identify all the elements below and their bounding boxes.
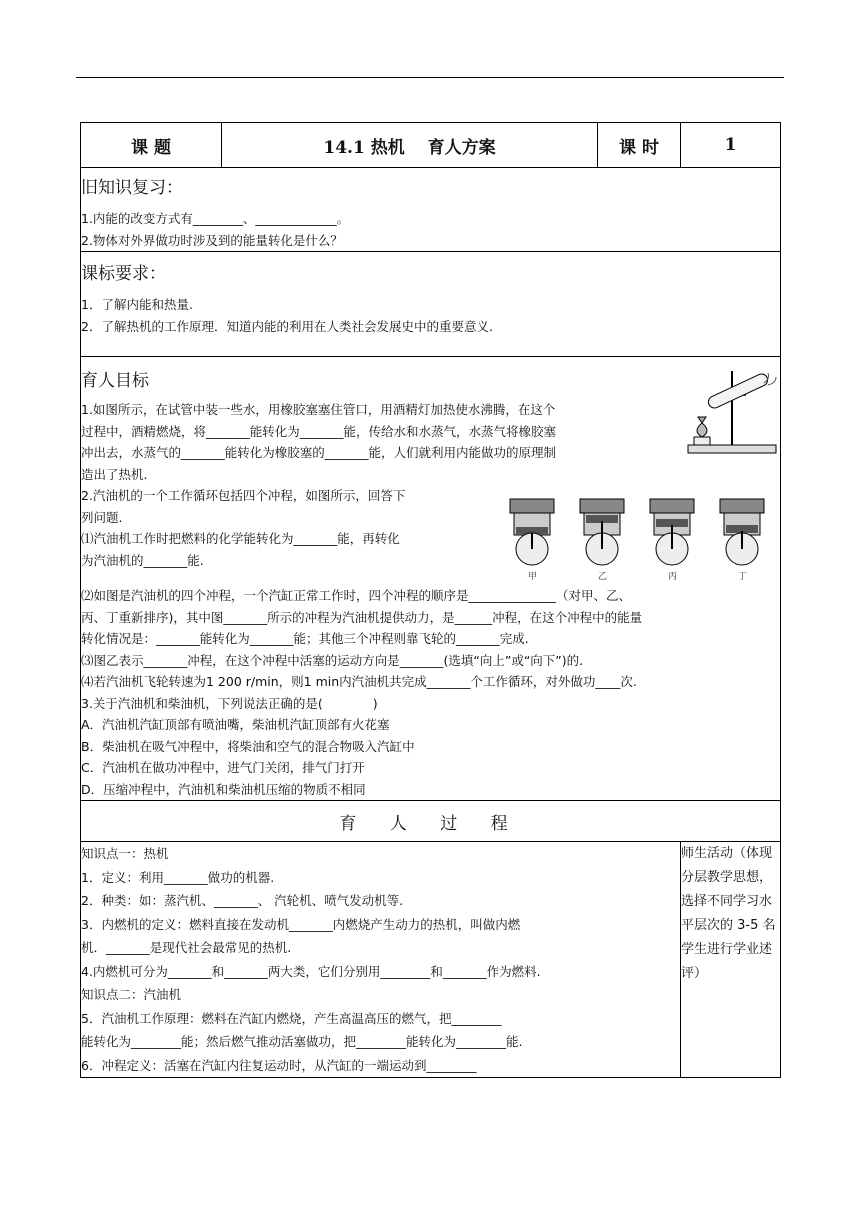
goal-q1-line-2: 过程中，酒精燃烧，将_______能转化为_______能，传给水和水蒸气，水蒸气将橡胶塞 [81, 423, 557, 439]
goal-q2-line-2: 列问题. [81, 509, 123, 525]
goal-q1-line-1: 1.如图所示，在试管中装一些水，用橡胶塞塞住管口，用酒精灯加热使水沸腾，在这个 [81, 402, 556, 417]
review-section [81, 168, 781, 252]
process-line-9: 能转化为________能；然后燃气推动活塞做功，把________能转化为________能. [81, 1034, 523, 1049]
review-line-1: 1.内能的改变方式有________、_____________。 [81, 211, 350, 226]
process-line-6: 4.内燃机可分为_______和_______两大类，它们分别用________和_______作为燃料. [81, 963, 541, 979]
four-stroke-engine-diagram [504, 489, 780, 581]
process-line-2: 1．定义：利用_______做功的机器. [81, 869, 275, 885]
engine-label-jia: 甲 [528, 572, 538, 581]
goal-q3-option-b: B．柴油机在吸气冲程中，将柴油和空气的混合物吸入汽缸中 [81, 738, 415, 754]
goal-q3-option-d: D．压缩冲程中，汽油机和柴油机压缩的物质不相同 [81, 781, 366, 797]
goal-q3-stem: 3.关于汽油机和柴油机，下列说法正确的是( ) [81, 695, 378, 711]
process-content [81, 842, 681, 1078]
goal-q3-option-a: A．汽油机汽缸顶部有喷油嘴，柴油机汽缸顶部有火花塞 [81, 717, 390, 732]
engine-jia-icon [510, 499, 554, 565]
lesson-plan-table [80, 122, 781, 1078]
goal-q2-line-6: 丙、丁重新排序)，其中图_______所示的冲程为汽油机提供动力，是______冲程，在这个冲程中的能量 [81, 609, 643, 625]
goal-q2-line-4: 为汽油机的_______能. [81, 552, 204, 568]
review-title: 旧知识复习： [81, 178, 183, 198]
lesson-title: 14.1 热机 育人方案 [222, 123, 598, 168]
review-line-2: 2.物体对外界做功时涉及到的能量转化是什么？ [81, 232, 343, 248]
goal-q2-line-3: ⑴汽油机工作时把燃料的化学能转化为_______能，再转化 [81, 531, 400, 546]
period-label: 课 时 [598, 123, 681, 168]
engine-yi-icon [580, 499, 624, 565]
goal-q2-line-7: 转化情况是：_______能转化为_______能；其他三个冲程则靠飞轮的_______完成. [81, 631, 529, 646]
process-line-7: 知识点二：汽油机 [81, 987, 182, 1002]
process-line-3: 2．种类：如：蒸汽机、_______、 汽轮机、喷气发动机等. [81, 893, 404, 908]
standards-title: 课标要求： [81, 264, 166, 284]
process-body-row [81, 842, 781, 1078]
goal-q2-line-1: 2.汽油机的一个工作循环包括四个冲程，如图所示，回答下 [81, 488, 406, 503]
teacher-student-activity-note: 师生活动（体现分层教学思想，选择不同学习水平层次的 3-5 名学生进行学业述评） [681, 842, 781, 1078]
process-line-1: 知识点一：热机 [81, 846, 169, 861]
goal-q1-line-4: 造出了热机. [81, 466, 148, 482]
standards-line-1: 1．了解内能和热量. [81, 297, 193, 312]
engine-ding-icon [720, 499, 764, 565]
goal-q2-line-8: ⑶图乙表示_______冲程，在这个冲程中活塞的运动方向是_______(选填“向上”或“向下”)的. [81, 652, 584, 668]
process-line-10: 6．冲程定义：活塞在汽缸内往复运动时，从汽缸的一端运动到________ [81, 1057, 477, 1073]
engine-bing-icon [650, 499, 694, 565]
engine-label-yi: 乙 [598, 572, 608, 581]
engine-label-bing: 丙 [668, 572, 678, 581]
process-line-4: 3．内燃机的定义：燃料直接在发动机_______内燃烧产生动力的热机，叫做内燃 [81, 916, 521, 932]
process-line-5: 机．_______是现代社会最常见的热机. [81, 940, 292, 955]
header-rule [76, 77, 784, 78]
test-tube-apparatus-illustration [684, 365, 780, 457]
process-title-row [81, 801, 781, 842]
goals-section [81, 357, 781, 801]
engine-label-ding: 丁 [738, 572, 748, 581]
subject-label: 课 题 [81, 123, 222, 168]
goal-q2-line-5: ⑵如图是汽油机的四个冲程，一个汽缸正常工作时，四个冲程的顺序是______________（对甲、乙、 [81, 588, 632, 603]
period-value: 1 [681, 123, 781, 168]
goal-q2-line-9: ⑷若汽油机飞轮转速为1 200 r/min，则1 min内汽油机共完成_______个工作循环，对外做功____次. [81, 674, 637, 689]
process-line-8: 5．汽油机工作原理：燃料在汽缸内燃烧，产生高温高压的燃气，把________ [81, 1010, 502, 1026]
standards-line-2: 2．了解热机的工作原理．知道内能的利用在人类社会发展史中的重要意义. [81, 318, 493, 334]
process-title: 育 人 过 程 [81, 801, 781, 842]
goal-q3-option-c: C．汽油机在做功冲程中，进气门关闭，排气门打开 [81, 760, 365, 775]
header-row [81, 123, 781, 168]
goals-title: 育人目标 [81, 371, 149, 391]
standards-section [81, 252, 781, 357]
goal-q1-line-3: 冲出去，水蒸气的_______能转化为橡胶塞的_______能，人们就利用内能做功的原理制 [81, 445, 557, 460]
